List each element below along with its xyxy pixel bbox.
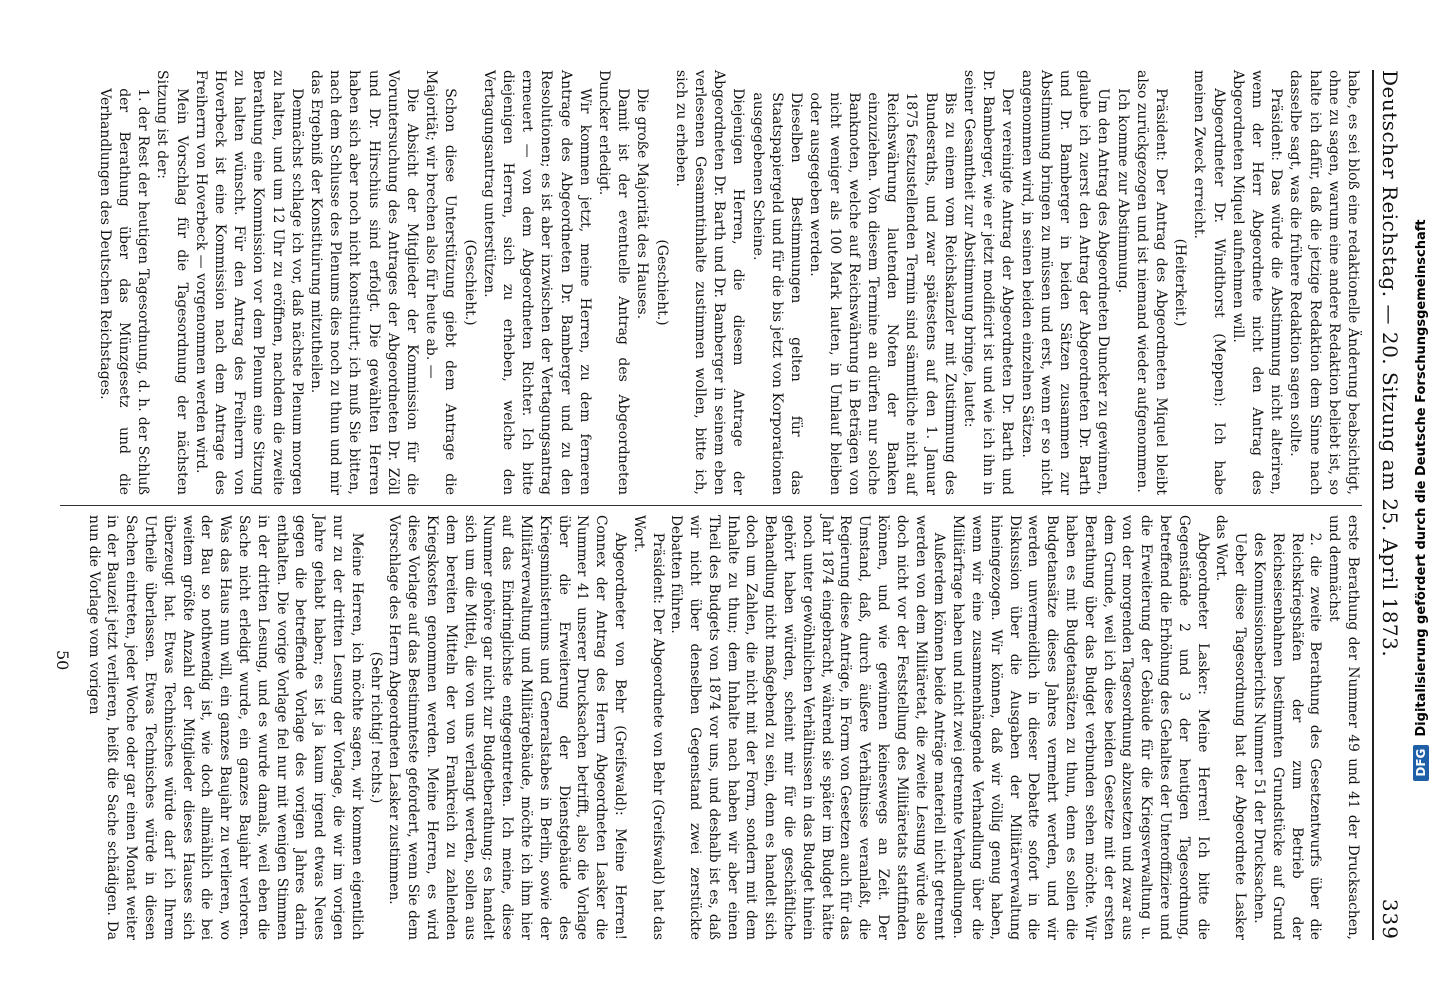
paragraph: Bis zu einem vom Reichskanzler mit Zustimmung des Bundesraths, und zwar spätestens auf den 1. Januar 1875 festzustellenden Termin sind sämmtliche nicht auf Reichswährung lautenden Noten der Banken einzuziehen. Von diesem Termine an dürfen nur solche Banknoten, welche auf Reichswährung in Beträgen von nicht weniger als 100 Mark lauten, in Umlauf bleiben oder ausgegeben werden. bbox=[807, 92, 958, 495]
funding-notice bbox=[1408, 100, 1432, 900]
running-title: Deutscher Reichstag. — 20. Sitzung am 25. April 1873. bbox=[1378, 70, 1402, 658]
page-header bbox=[1372, 70, 1412, 940]
paragraph: (Geschieht.) bbox=[461, 239, 478, 326]
paragraph: habe, es sei bloß eine redaktionelle Änderung beabsichtigt, ohne zu sagen, warum eine andere Redaktion beliebt ist, so halte ich dafür, daß die jetzige Redaktion dem Sinne nach dasselbe sagt, was die frühere Redaktion sagen sollte. bbox=[1287, 70, 1361, 495]
paragraph: Um den Antrag des Abgeordneten Duncker zu gewinnen, glaube ich zuerst den Antrag der Abgeordneten Dr. Barth und Dr. Bamberger in beiden Sätzen zusammen zur Abstimmung bringen zu müssen und erst, wenn er so nicht angenommen wird, in seinen beiden einzelnen Sätzen. bbox=[1018, 70, 1112, 495]
dfg-logo: DFG bbox=[1413, 745, 1429, 781]
paragraph: Abgeordneter Dr. Windthorst (Meppen): Ich habe meinen Zweck erreicht. bbox=[1191, 70, 1227, 495]
page-number: 339 bbox=[1378, 898, 1402, 940]
funding-text: Digitalisierung gefördert durch die Deutsche Forschungsgemeinschaft bbox=[1413, 219, 1429, 737]
paragraph: Demnächst schlage ich vor, daß nächste Plenum morgen zu halten, und um 12 Uhr zu eröffnen, nachdem die zweite Berathung eine Kommission vor dem Plenum eine Sitzung zu halten wünscht. Für den Antrag des Freiherrn von Hoverbeck ist eine Kommission nach dem Antrage des Freiherrn von Hoverbeck — vorgenommen werden wird. bbox=[192, 70, 305, 495]
paragraph: (Geschieht.) bbox=[653, 239, 670, 326]
paragraph: Die Absicht der Mitglieder der Kommission für die Voruntersuchung des Antrages der Abgeordneten Dr. Zöll und Dr. Hirschius sind erfolgt. Die gewählten Herren haben sich aber noch nicht konstituirt; ich muß Sie bitten, nach dem Schlusse des Plenums dies noch zu thun und mir das Ergebniß der Konstituirung mitzutheilen. bbox=[308, 70, 421, 495]
paragraph: Dieselben Bestimmungen gelten für das Staatspapiergeld und für die bis jetzt von Korporationen ausgegebenen Scheine. bbox=[749, 92, 805, 495]
paragraph: Wir kommen jetzt, meine Herren, zu dem ferneren Antrage des Abgeordneten Dr. Bamberger und zu den Resolutionen; es ist aber inzwischen der Vertagungsantrag erneuert — von dem Abgeordneten Richter. Ich bitte diejenigen Herren, sich zu erheben, welche den Vertagungsantrag unterstützen. bbox=[480, 70, 593, 495]
paragraph: Meine Herren, ich möchte sagen, wir kommen eigentlich nur zu der dritten Lesung der Vorlage, die wir im vorigen Jahre gehabt haben; es ist ja kaum irgend etwas Neues gegen die betreffende Vorlage des vorigen Jahres darin enthalten. Die vorige Vorlage fiel nur mit wenigen Stimmen in der dritten Lesung, und es wurde damals, weil eben die Sache nicht erledigt wurde, ein ganzes Baujahr verloren. Was das Haus nun will, ein ganzes Baujahr zu verlieren, wo der Bau so nothwendig ist, wie doch allmählich die bei weitem größte Anzahl der Mitglieder dieses Hauses sich überzeugt hat. Etwas Technisches würde darf ich Ihrem Urtheile überlassen. Etwas Technisches würde in diesen Sachen eintreten, jeder Woche oder gar einen Monat weiter in der Bauzeit jetzt verlieren, heißt die Sache schädigen. Da nun die Vorlage vom vorigen bbox=[85, 515, 365, 940]
paragraph: Ich komme zur Abstimmung. bbox=[1114, 88, 1131, 294]
paragraph: Schon diese Unterstützung giebt dem Antrage die Majorität; wir brechen also für heute ab. — bbox=[423, 70, 459, 495]
paragraph: 1. der Rest der heutigen Tagesordnung, d. h. der Schluß der Berathung über das Münzgesetz und die Verhandlungen des Deutschen Reichstages. bbox=[96, 88, 152, 495]
paragraph: Ueber diese Tagesordnung hat der Abgeordnete Lasker das Wort. bbox=[1213, 515, 1249, 940]
paragraph: Präsident: Der Abgeordnete von Behr (Greifswald) hat das Wort. bbox=[630, 515, 666, 941]
paragraph: Der vereinigte Antrag der Abgeordneten Dr. Barth und Dr. Bamberger, wie er jetzt modificirt ist und wie ich ihn in seiner Gesamtheit zur Abstimmung bringe, lautet: bbox=[960, 70, 1016, 495]
column-divider bbox=[60, 505, 1362, 506]
sheet-signature: 50 bbox=[53, 650, 72, 671]
paragraph: Diejenigen Herren, die diesem Antrage der Abgeordneten Dr. Barth und Dr. Bamberger in seinem eben verlesenen Gesammtinhalte zustimmen wollen, bitte ich, sich zu erheben. bbox=[672, 70, 747, 495]
text-column-right bbox=[60, 515, 1362, 940]
paragraph: Abgeordneter Lasker: Meine Herren! Ich bitte die Gegenstände 2 und 3 der heutigen Tagesordnung, betreffend die Erhöhung des Gehaltes der Unteroffiziere und die Erweiterung der Gebäude für die Kriegsverwaltung u. von der morgenden Tagesordnung abzusetzen und zwar aus dem Grunde, weil ich diese beiden Gesetze mit der ersten Berathung über das Budget verbunden sehen möchte. Wir haben es mit Budgetansätzen zu thun, denn es sollen die Budgetansätze dieses Jahres vermehrt werden, und wir werden unvermeidlich in dieser Debatte sofort in die Diskussion über die Ausgaben der Militärverwaltung hineingezogen. Wir können, daß wir völlig genug haben, wenn wir eine zusammenhängende Verhandlung über die Militärfrage haben und nicht zwei getrennte Verhandlungen. bbox=[950, 515, 1211, 940]
paragraph: Abgeordneter von Behr (Greifswald): Meine Herren! Connex der Antrag des Herrn Abgeordneten Lasker die Nummer 41 unserer Drucksachen betrifft, also die Vorlage über die Erweiterung der Dienstgebäude des Kriegsministeriums und Generalstabes in Berlin, sowie der Militärverwaltung und Militärgebäude, möchte ich ihm hier auf das Eindringlichste entgegentreten. Ich meine, diese Nummer gehöre gar nicht zur Budgetberathung; es handelt sich um die Mittel, die von uns verlangt werden, sollen aus dem bereiten Mitteln der von Frankreich zu zahlenden Kriegskosten genommen werden. Meine Herren, es wird diese Vorlage auf das Bestimmteste gefordert, wenn Sie dem Vorschlage des Herrn Abgeordneten Lasker zustimmen. bbox=[386, 515, 628, 940]
text-column-left bbox=[60, 70, 1362, 495]
funding-sidebar bbox=[1407, 0, 1432, 1000]
paragraph: Die große Majorität des Hauses. bbox=[634, 88, 651, 320]
paragraph: 2. die zweite Berathung des Gesetzentwurfs über die Reichskriegshäfen der zum Betrieb der Reichseisenbahnen bestimmten Grundstücke auf Grund des Kommissionsberichts Nummer 51 der Drucksachen. bbox=[1251, 532, 1324, 940]
paragraph: Außerdem können beide Anträge materiell nicht getrennt werden von dem Militäretat, die zweite Lesung würde also doch nicht vor der Feststellung des Militäretats stattfinden können, und wie gewinnen keineswegs an Zeit. Der Umstand, daß, durch äußere Verhältnisse veranlaßt, die Regierung diese Anträge, in Form von Gesetzen auch für das Jahr 1874 eingebracht, während sie später im Budget hätte noch unter gewöhnlichen Verhältnissen in das Budget hinein gehört haben würden, scheint mir für die geschäftliche Behandlung nicht maßgebend zu sein, denn es handelt sich doch um Zahlen, die nicht mit der Form, sondern mit dem Inhalte zu thun; dem Inhalte nach haben wir aber einen Theil des Budgets von 1874 vor uns, und deshalb ist es, daß wir nicht über denselben Gegenstand zwei zerstückte Debatten führen. bbox=[668, 515, 948, 940]
paragraph: Präsident: Der Antrag des Abgeordneten Miquel bleibt also zurückgezogen und ist niemand wieder aufgenommen. bbox=[1133, 70, 1169, 495]
paragraph: (Heiterkeit.) bbox=[1172, 238, 1189, 327]
paragraph: erste Berathung der Nummer 49 und 41 der Drucksachen, und demnächst bbox=[1326, 515, 1361, 940]
paragraph: Damit ist der eventuelle Antrag des Abgeordneten Duncker erledigt. bbox=[596, 70, 632, 495]
paragraph: Mein Vorschlag für die Tagesordnung der nächsten Sitzung ist der: bbox=[154, 70, 190, 495]
paragraph: Präsident: Das würde die Abstimmung nicht alteriren, wenn der Herr Abgeordnete nicht den Antrag des Abgeordneten Miquel aufnehmen will. bbox=[1229, 70, 1285, 495]
paragraph: (Sehr richtig! rechts.) bbox=[367, 651, 384, 804]
